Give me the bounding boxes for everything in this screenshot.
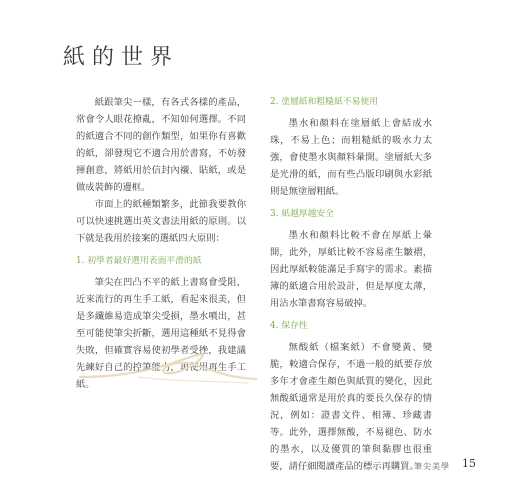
intro-paragraph-1: 紙跟筆尖一樣，有各式各樣的產品，常會令人眼花撩亂，不知如何選擇。不同的紙適合不同的創作類型，如果你有喜歡的紙，卻發現它不適合用於書寫，不妨發揮創意，將紙用於信封內襯、貼紙，或是做成裝飾的邊框。 [76, 97, 246, 193]
page-number: 15 [462, 457, 476, 470]
section-heading-1: 1. 初學者最好選用表面平滑的紙 [76, 256, 202, 266]
section-4-body: 無酸紙（檔案紙）不會變黃、變脆，較適合保存，不過一般的紙要存放多年才會產生顏色與紙質的變化，因此無酸紙通常是用於真的要長久保存的情況，例如：證書文件、相簿、珍藏書等。此外，選擇無酸，不易褪色、防水的墨水，以及優質的筆與黏膠也很重要，請仔細閱讀產品的標示再購買。 [270, 342, 432, 472]
section-heading-4: 4. 保存性 [270, 321, 308, 331]
flourish-ornament-icon [78, 347, 258, 387]
intro-paragraph-2: 市面上的紙種類繁多，此節我要教你可以快速挑選出英文書法用紙的原則。以下就是我用於接案的選紙四大原則： [76, 199, 246, 244]
right-column [270, 94, 432, 475]
section-heading-2: 2. 塗層紙和粗糙紙不易使用 [270, 97, 378, 107]
footer-book-title: 筆尖美學 [414, 462, 450, 471]
section-heading-3: 3. 紙越厚越安全 [270, 209, 334, 219]
section-2-body: 墨水和顏料在塗層紙上會結成水珠，不易上色；而粗糙紙的吸水力太強，會使墨水與顏料暈開。塗層紙大多是光滑的紙，而有些凸版印刷與水彩紙則是無塗層粗紙。 [270, 118, 432, 197]
page-title: 紙的世界 [63, 45, 180, 70]
section-1-body: 筆尖在凹凸不平的紙上書寫會受阻，近來流行的再生手工紙，看起來很美，但是多纖維易造成筆尖受損，墨水噴出，甚至可能使筆尖折斷，選用這種紙不見得會失敗，但確實容易使初學者受挫，我建議先練好自己的控筆能力，再使用再生手工紙。 [76, 277, 246, 390]
section-3-body: 墨水和顏料比較不會在厚紙上暈開，此外，厚紙比較不容易產生皺褶，因此厚紙較能滿足手寫字的需求。素描簿的紙適合用於設計，但是厚度太薄，用沾水筆書寫容易破掉。 [270, 230, 432, 309]
